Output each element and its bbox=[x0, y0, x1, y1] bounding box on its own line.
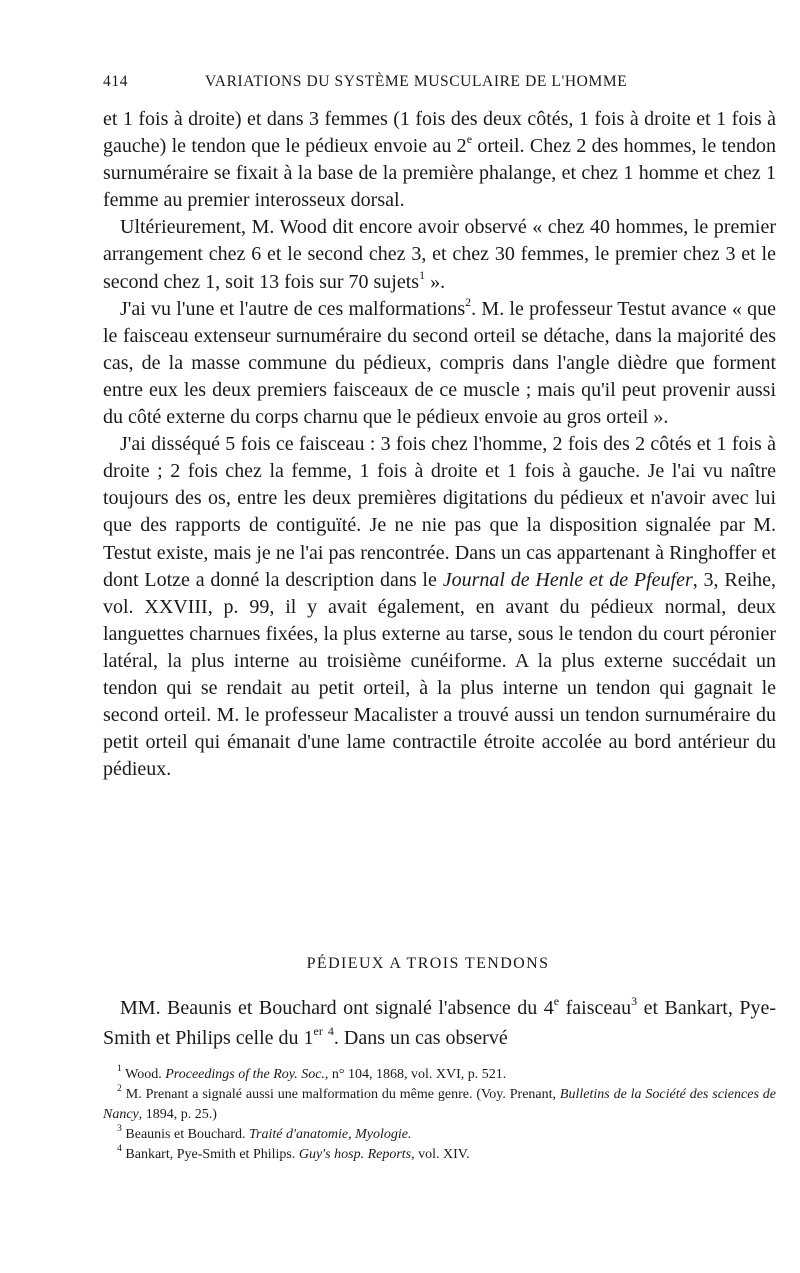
footnote-text: , vol. XIV. bbox=[411, 1147, 470, 1162]
journal-title: Journal de Henle et de Pfeufer bbox=[442, 568, 693, 591]
footnote-source: Traité d'anatomie, Myologie. bbox=[249, 1127, 412, 1142]
section-heading: PÉDIEUX A TROIS TENDONS bbox=[306, 955, 550, 972]
footnote-1 bbox=[103, 1065, 776, 1085]
main-text bbox=[103, 106, 776, 783]
paragraph-4-text-end: , 3, Reihe, vol. XXVIII, p. 99, il y avait également, en avant du pédieux normal, deux languettes charnues fixées, la plus externe au tarse, sous le tendon du court péronier latéral, la plus interne au troisième cunéiforme. A la plus externe succédait un tendon qui se rendait au petit orteil, à la plus interne un tendon qui gagnait le second orteil. M. le professeur Macalister a trouvé aussi un tendon surnuméraire du petit orteil qui émanait d'une lame contractile étroite accolée au bord antérieur du pédieux. bbox=[103, 568, 777, 781]
footnote-source: Proceedings of the Roy. Soc. bbox=[165, 1067, 325, 1082]
footnote-3 bbox=[103, 1125, 776, 1145]
paragraph-2-text: Ultérieurement, M. Wood dit encore avoir observé « chez 40 hommes, le premier arrangement chez 6 et le second chez 3, et chez 30 femmes, le premier chez 3 et le second chez 1, soit 13 fois sur 70 sujets bbox=[103, 216, 776, 293]
section-text bbox=[103, 993, 776, 1053]
footnotes bbox=[103, 1065, 776, 1165]
page-number: 414 bbox=[103, 73, 129, 90]
paragraph-3-text: J'ai vu l'une et l'autre de ces malformations bbox=[120, 297, 466, 320]
paragraph-2 bbox=[103, 214, 776, 295]
page-header bbox=[103, 73, 700, 97]
footnote-ref-2: 2 bbox=[465, 294, 472, 309]
footnote-number: 3 bbox=[117, 1123, 122, 1135]
footnote-text: M. Prenant a signalé aussi une malformation du même genre. (Voy. Prenant, bbox=[121, 1087, 560, 1102]
footnote-4 bbox=[103, 1145, 776, 1165]
footnote-number: 4 bbox=[117, 1143, 122, 1155]
paragraph-3-text-end: . M. le professeur Testut avance « que le faisceau extenseur surnuméraire du second orteil se détache, dans la majorité des cas, de la masse commune du pédieux, compris dans l'angle dièdre que forment entre eux les deux premiers faisceaux de ce muscle ; mais qu'il peut provenir aussi du côté externe du corps charnu que le pédieux envoie au gros orteil ». bbox=[103, 297, 776, 429]
section-text-d: . Dans un cas observé bbox=[333, 1027, 508, 1049]
section-text-b: faisceau bbox=[559, 997, 632, 1019]
footnote-number: 1 bbox=[117, 1063, 122, 1075]
footnote-ref-4: 4 bbox=[327, 1024, 334, 1039]
paragraph-3 bbox=[103, 296, 776, 431]
footnote-text: , n° 104, 1868, vol. XVI, p. 521. bbox=[324, 1067, 507, 1082]
paragraph-1 bbox=[103, 106, 776, 214]
paragraph-2-text-end: ». bbox=[425, 270, 446, 293]
running-title: VARIATIONS DU SYSTÈME MUSCULAIRE DE L'HOMME bbox=[205, 73, 628, 90]
section-text-c: et Bankart, Pye-Smith et Philips celle du 1 bbox=[103, 997, 776, 1049]
footnote-ref-1: 1 bbox=[419, 267, 426, 282]
footnote-source: Bulletins de la Société des sciences de Nancy bbox=[103, 1087, 776, 1122]
section-text-a: MM. Beaunis et Bouchard ont signalé l'absence du 4 bbox=[120, 997, 554, 1019]
superscript: er bbox=[313, 1024, 323, 1039]
footnote-number: 2 bbox=[117, 1083, 122, 1095]
footnote-text: Beaunis et Bouchard. bbox=[121, 1127, 250, 1142]
paragraph-1-text-end: orteil. Chez 2 des hommes, le tendon surnuméraire se fixait à la base de la première phalange, et chez 1 homme et chez 1 femme au premier interosseux dorsal. bbox=[103, 135, 776, 212]
paragraph-4-text: J'ai disséqué 5 fois ce faisceau : 3 fois chez l'homme, 2 fois des 2 côtés et 1 fois à droite ; 2 fois chez la femme, 1 fois à droite et 1 fois à gauche. Je l'ai vu naître toujours des os, entre les deux premières digitations du pédieux et n'avoir avec lui que des rapports de contiguïté. Je ne nie pas que la disposition signalée par M. Testut existe, mais je ne l'ai pas rencontrée. Dans un cas appartenant à Ringhoffer et dont Lotze a donné la description dans le bbox=[103, 433, 776, 591]
superscript: e bbox=[553, 994, 560, 1009]
paragraph-1-text: et 1 fois à droite) et dans 3 femmes (1 fois des deux côtés, 1 fois à droite et 1 fois à gauche) le tendon que le pédieux envoie au 2 bbox=[103, 108, 776, 158]
superscript: e bbox=[466, 132, 473, 147]
section-paragraph bbox=[103, 993, 776, 1053]
paragraph-4 bbox=[103, 431, 776, 783]
footnote-text: Bankart, Pye-Smith et Philips. bbox=[121, 1147, 299, 1162]
footnote-2 bbox=[103, 1085, 776, 1125]
footnote-text: Wood. bbox=[121, 1067, 166, 1082]
footnote-text: , 1894, p. 25.) bbox=[138, 1107, 217, 1122]
footnote-ref-3: 3 bbox=[631, 994, 638, 1009]
footnote-source: Guy's hosp. Reports bbox=[298, 1147, 412, 1162]
